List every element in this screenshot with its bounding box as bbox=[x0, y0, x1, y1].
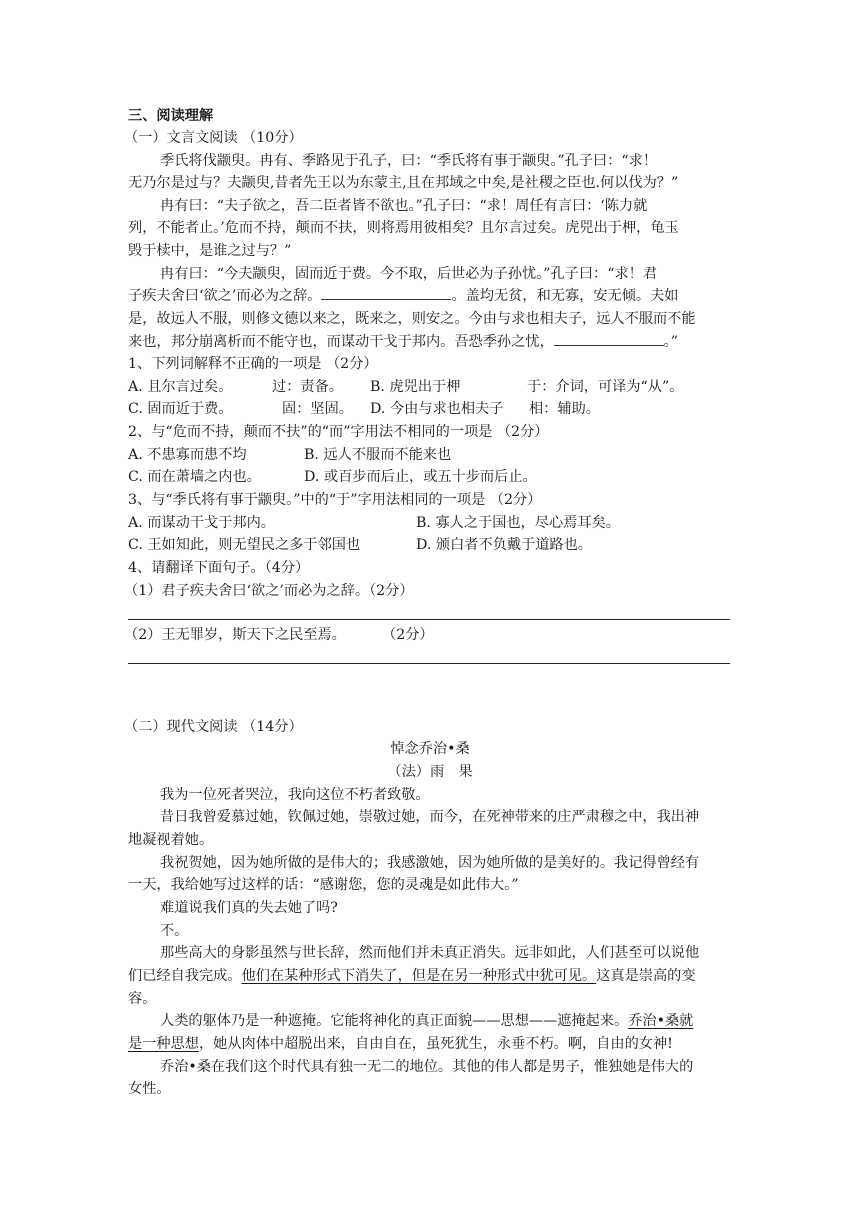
question-4-stem: 4、请翻译下面句子。（4分） bbox=[128, 560, 310, 576]
article-line: 地凝视着她。 bbox=[128, 832, 214, 848]
q1-option-c-note: 固：坚固。 bbox=[282, 401, 353, 417]
passage-line: 毁于椟中，是谁之过与？” bbox=[128, 243, 292, 259]
q3-option-c[interactable]: C. 王如知此，则无望民之多于邻国也 bbox=[128, 537, 361, 553]
passage-line: 列，不能者止。’危而不持，颠而不扶，则将焉用彼相矣？且尔言过矣。虎兕出于柙，龟玉 bbox=[128, 220, 679, 236]
article-line: 容。 bbox=[128, 991, 157, 1007]
article-line-underlined bbox=[160, 1010, 693, 1032]
article-author: （法）雨 果 bbox=[387, 764, 473, 780]
underlined-sentence: 他们在某种形式下消失了，但是在另一种形式中犹可见。 bbox=[241, 968, 597, 984]
underlined-sentence: 是一种思想 bbox=[128, 1036, 199, 1052]
article-text: 们已经自我完成。 bbox=[128, 968, 242, 984]
q2-option-c[interactable]: C. 而在萧墙之内也。 bbox=[128, 469, 261, 485]
q1-option-b[interactable]: B. 虎兕出于柙 bbox=[370, 379, 461, 395]
question-2-stem: 2、与“危而不持，颠而不扶”的“而”字用法不相同的一项是 （2分） bbox=[128, 424, 549, 440]
article-line: 难道说我们真的失去她了吗? bbox=[160, 900, 338, 916]
article-line: 女性。 bbox=[128, 1081, 171, 1097]
passage-line: 冉有曰：“夫子欲之，吾二臣者皆不欲也。”孔子曰：“求！周任有言曰：‘陈力就 bbox=[160, 198, 648, 214]
q1-option-b-note: 于：介词，可译为“从”。 bbox=[527, 379, 684, 395]
underlined-sentence: 乔治•桑就 bbox=[628, 1013, 694, 1029]
passage-line: 是，故远人不服，则修文德以来之，既来之，则安之。今由与求也相夫子，远人不服而不能 bbox=[128, 311, 696, 327]
fill-blank-1[interactable] bbox=[321, 285, 451, 300]
q1-option-d-note: 相：辅助。 bbox=[529, 401, 600, 417]
article-line: 我为一位死者哭泣，我向这位不朽者致敬。 bbox=[160, 787, 430, 803]
article-text: 人类的躯体乃是一种遮掩。它能将神化的真正面貌——思想——遮掩起来。 bbox=[160, 1013, 629, 1029]
q2-option-a[interactable]: A. 不患寡而患不均 bbox=[128, 447, 247, 463]
passage-line: 冉有曰：“今夫颛臾，固而近于费。今不取，后世必为子孙忧。”孔子曰：“求！君 bbox=[160, 266, 658, 282]
q1-option-c[interactable]: C. 固而近于费。 bbox=[128, 401, 233, 417]
q3-option-b[interactable]: B. 寡人之于国也，尽心焉耳矣。 bbox=[416, 515, 620, 531]
passage-text: 子疾夫舍曰‘欲之’而必为之辞。 bbox=[128, 288, 322, 304]
article-line: 不。 bbox=[160, 923, 189, 939]
passage-line-with-blank bbox=[128, 285, 678, 307]
q4-sentence-2-points: （2分） bbox=[382, 627, 434, 643]
q4-sentence-2: （2）王无罪岁，斯天下之民至焉。 bbox=[124, 627, 346, 643]
article-line: 我祝贺她，因为她所做的是伟大的；我感激她，因为她所做的是美好的。我记得曾经有 bbox=[160, 855, 700, 871]
classical-reading-heading: （一）文言文阅读 （10分） bbox=[124, 130, 303, 146]
article-line: 那些高大的身影虽然与世长辞，然而他们并未真正消失。远非如此，人们甚至可以说他 bbox=[160, 945, 700, 961]
q2-option-d[interactable]: D. 或百步而后止，或五十步而后止。 bbox=[304, 469, 537, 485]
q3-option-a[interactable]: A. 而谋动干戈于邦内。 bbox=[128, 515, 275, 531]
article-line: 一天，我给她写过这样的话：“感谢您，您的灵魂是如此伟大。” bbox=[128, 877, 519, 893]
answer-line-1[interactable] bbox=[128, 619, 730, 620]
passage-line: 无乃尔是过与？夫颛臾,昔者先王以为东蒙主,且在邦域之中矣,是社稷之臣也.何以伐为？” bbox=[128, 175, 679, 191]
article-line: 乔治•桑在我们这个时代具有独一无二的地位。其他的伟人都是男子，惟独她是伟大的 bbox=[160, 1059, 694, 1075]
passage-text: 来也，邦分崩离析而不能守也，而谋动干戈于邦内。吾恐季孙之忧， bbox=[128, 334, 554, 350]
question-3-stem: 3、与“季氏将有事于颛臾。”中的“于”字用法相同的一项是 （2分） bbox=[128, 492, 542, 508]
passage-line: 季氏将伐颛臾。冉有、季路见于孔子，曰：“季氏将有事于颛臾。”孔子曰：“求！ bbox=[160, 153, 658, 169]
article-line-underlined bbox=[128, 1033, 673, 1055]
passage-line-with-blank bbox=[128, 331, 678, 353]
article-text: 这真是崇高的变 bbox=[596, 968, 696, 984]
modern-reading-heading: （二）现代文阅读 （14分） bbox=[124, 719, 303, 735]
q1-option-a[interactable]: A. 且尔言过矣。 bbox=[128, 379, 233, 395]
q1-option-a-note: 过：责备。 bbox=[272, 379, 343, 395]
article-line-underlined bbox=[128, 965, 696, 987]
article-line: 昔日我曾爱慕过她，钦佩过她，崇敬过她，而今，在死神带来的庄严肃穆之中，我出神 bbox=[160, 809, 700, 825]
q2-option-b[interactable]: B. 远人不服而不能来也 bbox=[304, 447, 452, 463]
section-heading: 三、阅读理解 bbox=[128, 108, 214, 124]
q1-option-d[interactable]: D. 今由与求也相夫子 bbox=[370, 401, 504, 417]
q4-sentence-1: （1）君子疾夫舍曰‘欲之’而必为之辞。（2分） bbox=[124, 583, 414, 599]
fill-blank-2[interactable] bbox=[554, 331, 664, 346]
article-text: ，她从肉体中超脱出来，自由自在，虽死犹生，永垂不朽。啊，自由的女神! bbox=[198, 1036, 673, 1052]
passage-text: 。盖均无贫，和无寡，安无倾。夫如 bbox=[451, 288, 679, 304]
passage-text: 。” bbox=[663, 334, 678, 350]
question-1-stem: 1、下列词解释不正确的一项是 （2分） bbox=[128, 356, 378, 372]
article-title: 悼念乔治•桑 bbox=[390, 741, 470, 757]
answer-line-2[interactable] bbox=[128, 663, 730, 664]
q3-option-d[interactable]: D. 颁白者不负戴于道路也。 bbox=[416, 537, 592, 553]
